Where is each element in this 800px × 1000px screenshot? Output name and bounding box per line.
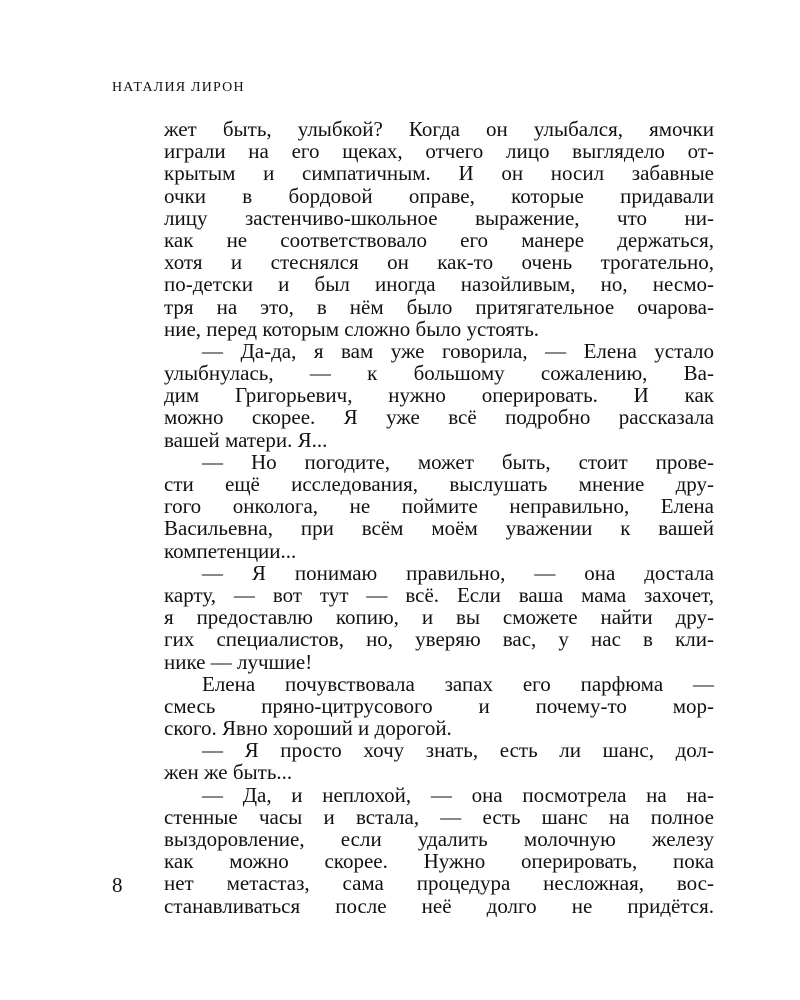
text-line: вашей матери. Я... <box>164 427 328 452</box>
text-line: компетенции... <box>164 538 297 563</box>
dialogue-line: — Я понимаю правильно, — она достала <box>202 560 714 585</box>
text-line: можно скорее. Я уже всё подробно рассказала <box>164 405 714 430</box>
text-line: выздоровление, если удалить молочную железу <box>164 827 714 851</box>
text-line: жен же быть... <box>164 760 293 785</box>
text-line: как не соответствовало его манере держаться, <box>164 227 714 252</box>
text-line: очки в бордовой оправе, которые придавали <box>164 183 714 208</box>
running-head-author: НАТАЛИЯ ЛИРОН <box>112 80 245 95</box>
text-line: улыбнулась, — к большому сожалению, Ва- <box>164 361 714 386</box>
text-line: как можно скорее. Нужно оперировать, пока <box>164 849 714 874</box>
paragraph-start-line: Елена почувствовала запах его парфюма — <box>202 671 714 696</box>
dialogue-line: — Да-да, я вам уже говорила, — Елена устало <box>202 338 714 363</box>
text-line: станавливаться после неё долго не придётся. <box>164 893 714 918</box>
text-line: играли на его щеках, отчего лицо выглядело от- <box>164 139 714 164</box>
text-line: жет быть, улыбкой? Когда он улыбался, ямочки <box>164 117 714 141</box>
text-line: гого онколога, не поймите неправильно, Елена <box>164 494 714 519</box>
text-line: лицу застенчиво-школьное выражение, что ни- <box>164 205 714 230</box>
text-line: нет метастаз, сама процедура несложная, вос- <box>164 871 714 896</box>
text-line: ского. Явно хороший и дорогой. <box>164 716 452 741</box>
text-line: смесь пряно-цитрусового и почему-то мор- <box>164 693 714 718</box>
text-line: я предоставлю копию, и вы сможете найти дру- <box>164 605 714 630</box>
text-line: карту, — вот тут — всё. Если ваша мама захочет, <box>164 582 714 607</box>
text-line: стенные часы и встала, — есть шанс на полное <box>164 804 714 829</box>
text-line: крытым и симпатичным. И он носил забавные <box>164 161 714 186</box>
text-line: хотя и стеснялся он как-то очень трогательно, <box>164 250 714 275</box>
text-line: гих специалистов, но, уверяю вас, у нас в кли- <box>164 627 714 652</box>
text-line: тря на это, в нём было притягательное очарова- <box>164 294 714 319</box>
text-line: по-детски и был иногда назойливым, но, несмо- <box>164 272 714 297</box>
dialogue-line: — Да, и неплохой, — она посмотрела на на- <box>202 782 714 807</box>
text-line: Васильевна, при всём моём уважении к вашей <box>164 516 714 541</box>
text-line: нике — лучшие! <box>164 649 313 674</box>
page-number: 8 <box>112 873 123 897</box>
text-line: ние, перед которым сложно было устоять. <box>164 316 540 341</box>
text-line: сти ещё исследования, выслушать мнение дру- <box>164 472 714 496</box>
dialogue-line: — Я просто хочу знать, есть ли шанс, дол- <box>202 738 714 763</box>
dialogue-line: — Но погодите, может быть, стоит прове- <box>202 449 714 474</box>
body-text <box>164 118 714 917</box>
text-line: дим Григорьевич, нужно оперировать. И как <box>164 383 714 408</box>
